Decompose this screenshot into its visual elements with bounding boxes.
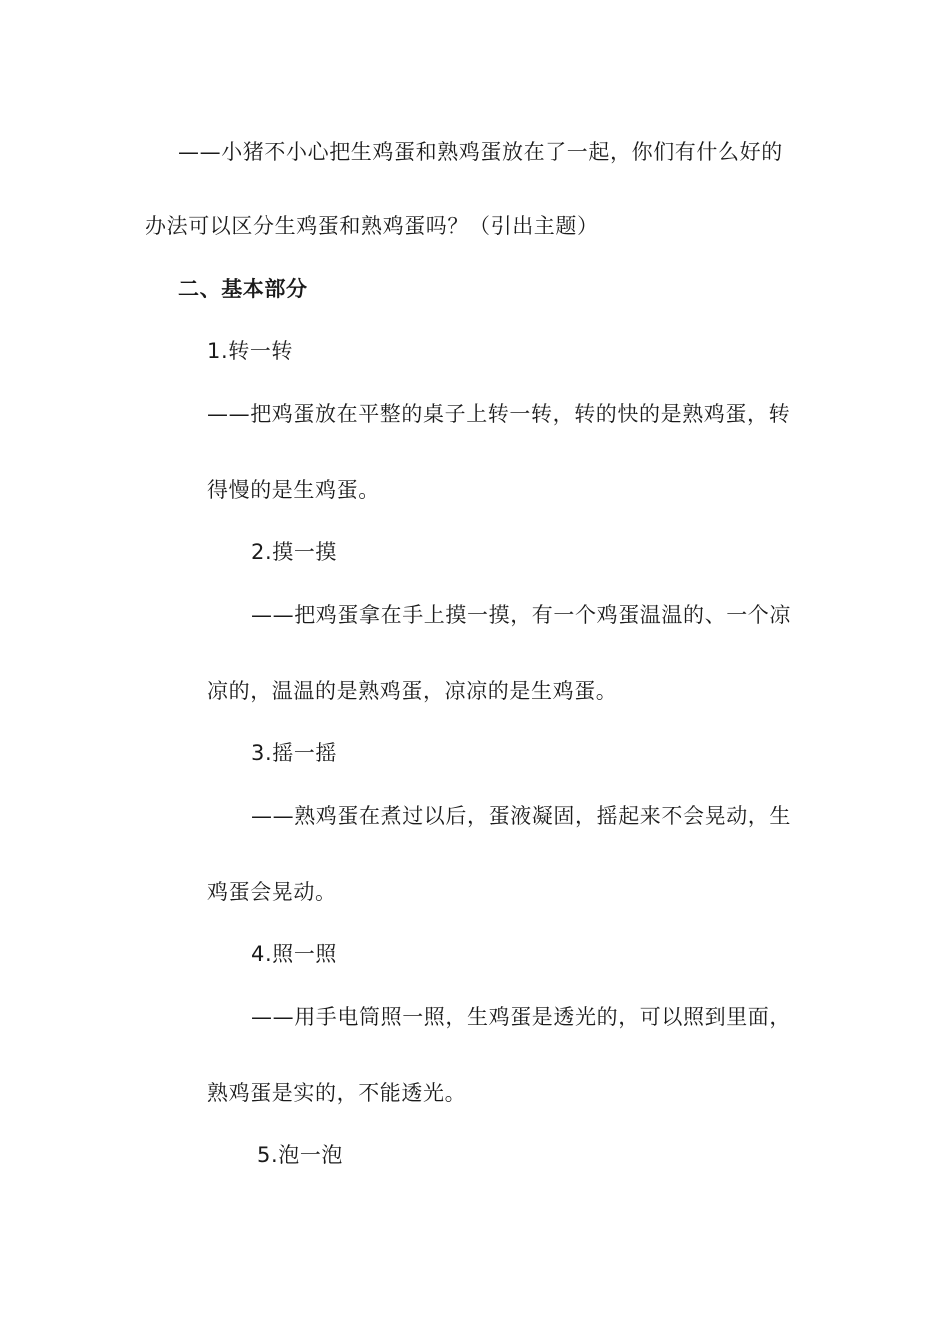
- item-text-4-line-1: ——用手电筒照一照，生鸡蛋是透光的，可以照到里面，: [251, 1005, 791, 1029]
- item-title-2: 2.摸一摸: [251, 540, 338, 564]
- intro-paragraph-line-1: ——小猪不小心把生鸡蛋和熟鸡蛋放在了一起，你们有什么好的: [178, 140, 783, 164]
- item-text-2-line-1: ——把鸡蛋拿在手上摸一摸，有一个鸡蛋温温的、一个凉: [251, 603, 791, 627]
- item-text-3-line-1: ——熟鸡蛋在煮过以后，蛋液凝固，摇起来不会晃动，生: [251, 804, 791, 828]
- item-title-4: 4.照一照: [251, 942, 338, 966]
- item-title-1: 1.转一转: [207, 339, 294, 363]
- item-text-4-line-2: 熟鸡蛋是实的，不能透光。: [207, 1081, 467, 1105]
- item-text-2-line-2: 凉的，温温的是熟鸡蛋，凉凉的是生鸡蛋。: [207, 679, 618, 703]
- intro-paragraph-line-2: 办法可以区分生鸡蛋和熟鸡蛋吗？（引出主题）: [145, 214, 599, 238]
- item-text-1-line-2: 得慢的是生鸡蛋。: [207, 478, 380, 502]
- item-title-5: 5.泡一泡: [257, 1143, 344, 1167]
- section-heading: 二、基本部分: [178, 277, 308, 301]
- item-text-1-line-1: ——把鸡蛋放在平整的桌子上转一转，转的快的是熟鸡蛋，转: [207, 402, 791, 426]
- item-text-3-line-2: 鸡蛋会晃动。: [207, 880, 337, 904]
- item-title-3: 3.摇一摇: [251, 741, 338, 765]
